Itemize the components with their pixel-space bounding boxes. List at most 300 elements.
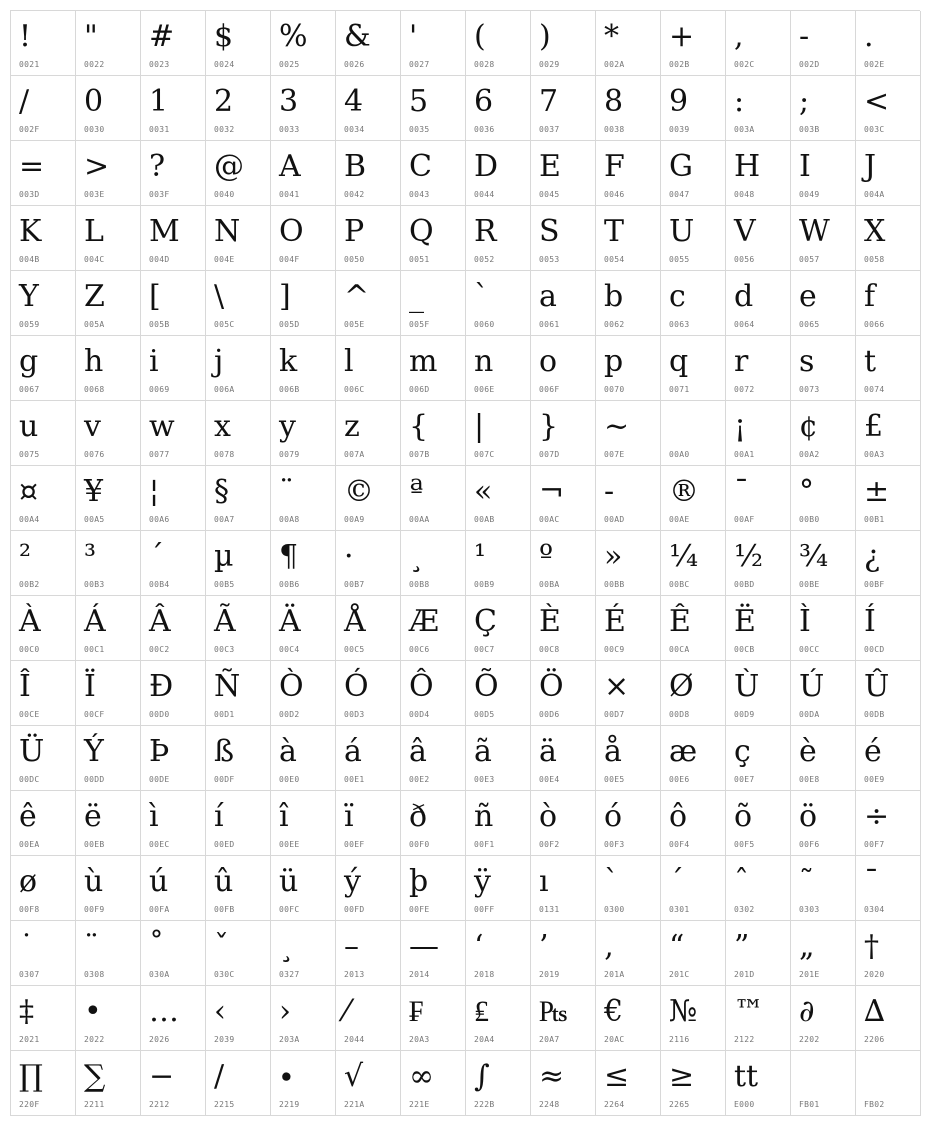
glyph-char: ’ <box>539 929 549 964</box>
glyph-codepoint: 00E9 <box>864 775 885 784</box>
glyph-char: ₤ <box>474 994 489 1029</box>
glyph-codepoint: 004D <box>149 255 170 264</box>
glyph-codepoint: 0054 <box>604 255 625 264</box>
glyph-codepoint: 00B7 <box>344 580 365 589</box>
glyph-char: + <box>669 19 695 54</box>
glyph-cell <box>726 856 791 921</box>
glyph-codepoint: 00EB <box>84 840 105 849</box>
glyph-cell <box>11 596 76 661</box>
glyph-cell <box>726 726 791 791</box>
glyph-char: ç <box>734 734 751 769</box>
glyph-cell <box>726 466 791 531</box>
glyph-cell <box>466 206 531 271</box>
glyph-char: í <box>214 799 224 834</box>
glyph-cell <box>791 401 856 466</box>
glyph-codepoint: 00F2 <box>539 840 560 849</box>
glyph-cell <box>206 401 271 466</box>
glyph-char: I <box>799 149 811 184</box>
glyph-cell <box>856 531 921 596</box>
glyph-char: X <box>864 214 886 249</box>
glyph-cell <box>661 466 726 531</box>
glyph-char: Ë <box>734 604 756 639</box>
glyph-cell <box>271 856 336 921</box>
glyph-codepoint: 00E6 <box>669 775 690 784</box>
glyph-char: ® <box>669 474 699 509</box>
glyph-codepoint: 00D2 <box>279 710 300 719</box>
glyph-char: ∏ <box>19 1059 43 1094</box>
glyph-codepoint: 0040 <box>214 190 235 199</box>
glyph-codepoint: 00E5 <box>604 775 625 784</box>
glyph-cell <box>336 11 401 76</box>
glyph-cell <box>76 986 141 1051</box>
glyph-cell <box>596 271 661 336</box>
glyph-codepoint: 0038 <box>604 125 625 134</box>
glyph-char: Ä <box>279 604 301 639</box>
glyph-cell <box>726 661 791 726</box>
glyph-cell <box>336 271 401 336</box>
glyph-char: f <box>864 279 876 314</box>
glyph-cell <box>531 141 596 206</box>
glyph-char: Ô <box>409 669 434 704</box>
glyph-codepoint: 201D <box>734 970 755 979</box>
glyph-codepoint: 00B1 <box>864 515 885 524</box>
glyph-cell <box>336 76 401 141</box>
glyph-codepoint: 006F <box>539 385 560 394</box>
glyph-cell <box>11 921 76 986</box>
glyph-cell <box>596 76 661 141</box>
glyph-cell <box>271 661 336 726</box>
glyph-cell <box>401 921 466 986</box>
glyph-codepoint: 00AC <box>539 515 560 524</box>
glyph-cell <box>531 271 596 336</box>
glyph-char: L <box>84 214 104 249</box>
glyph-cell <box>661 1051 726 1116</box>
glyph-codepoint: 0036 <box>474 125 495 134</box>
glyph-cell <box>206 206 271 271</box>
glyph-char: à <box>279 734 297 769</box>
glyph-cell <box>531 336 596 401</box>
glyph-codepoint: 00EC <box>149 840 170 849</box>
glyph-cell <box>271 141 336 206</box>
glyph-codepoint: 00A8 <box>279 515 300 524</box>
glyph-char: ∫ <box>474 1059 490 1094</box>
glyph-codepoint: 004F <box>279 255 300 264</box>
glyph-char: \ <box>214 279 225 314</box>
glyph-char: ã <box>474 734 492 769</box>
glyph-char: e <box>799 279 817 314</box>
glyph-cell <box>856 791 921 856</box>
glyph-cell <box>401 596 466 661</box>
glyph-char: ò <box>539 799 558 834</box>
glyph-char: ä <box>539 734 557 769</box>
glyph-cell <box>791 1051 856 1116</box>
glyph-char: ; <box>799 84 810 119</box>
glyph-char: é <box>864 734 882 769</box>
glyph-char: „ <box>799 929 815 964</box>
glyph-char: s <box>799 344 815 379</box>
glyph-codepoint: 002E <box>864 60 885 69</box>
glyph-cell <box>271 791 336 856</box>
glyph-char: ) <box>539 19 551 54</box>
glyph-char: : <box>734 84 745 119</box>
glyph-codepoint: 0056 <box>734 255 755 264</box>
glyph-char: ‡ <box>19 994 34 1029</box>
glyph-cell <box>856 336 921 401</box>
glyph-codepoint: 00E0 <box>279 775 300 784</box>
glyph-cell <box>596 726 661 791</box>
glyph-char: Å <box>344 604 366 639</box>
glyph-codepoint: 2212 <box>149 1100 170 1109</box>
glyph-char: Ó <box>344 669 369 704</box>
glyph-codepoint: 00F5 <box>734 840 755 849</box>
glyph-char: ö <box>799 799 818 834</box>
glyph-cell <box>531 1051 596 1116</box>
glyph-char: – <box>344 929 359 964</box>
glyph-char: y <box>279 409 296 444</box>
glyph-cell <box>76 856 141 921</box>
glyph-cell <box>11 466 76 531</box>
glyph-codepoint: 00D6 <box>539 710 560 719</box>
glyph-char: … <box>149 994 179 1029</box>
glyph-cell <box>791 856 856 921</box>
glyph-char: ¦ <box>149 474 160 509</box>
glyph-codepoint: 2022 <box>84 1035 105 1044</box>
glyph-codepoint: 00C4 <box>279 645 300 654</box>
glyph-char: ¡ <box>734 409 747 444</box>
glyph-codepoint: 002D <box>799 60 820 69</box>
glyph-char: × <box>604 669 630 704</box>
glyph-char: ı <box>539 864 549 899</box>
glyph-cell <box>466 856 531 921</box>
glyph-codepoint: 00CD <box>864 645 885 654</box>
glyph-cell <box>466 141 531 206</box>
glyph-codepoint: 00C9 <box>604 645 625 654</box>
glyph-char: [ <box>149 279 161 314</box>
glyph-cell <box>661 921 726 986</box>
glyph-codepoint: 0033 <box>279 125 300 134</box>
glyph-codepoint: 0048 <box>734 190 755 199</box>
glyph-codepoint: 0043 <box>409 190 430 199</box>
glyph-codepoint: 00FA <box>149 905 170 914</box>
glyph-codepoint: 0058 <box>864 255 885 264</box>
glyph-codepoint: 0050 <box>344 255 365 264</box>
glyph-char: ‚ <box>604 929 614 964</box>
glyph-char: < <box>864 84 890 119</box>
glyph-cell <box>11 336 76 401</box>
glyph-cell <box>76 271 141 336</box>
glyph-cell <box>76 726 141 791</box>
glyph-cell <box>76 11 141 76</box>
glyph-cell <box>791 11 856 76</box>
glyph-codepoint: 003A <box>734 125 755 134</box>
glyph-char: g <box>19 344 39 379</box>
glyph-codepoint: 00BA <box>539 580 560 589</box>
glyph-cell <box>76 466 141 531</box>
glyph-cell <box>791 986 856 1051</box>
glyph-codepoint: 0046 <box>604 190 625 199</box>
glyph-codepoint: 00DA <box>799 710 820 719</box>
glyph-codepoint: 00B4 <box>149 580 170 589</box>
glyph-cell <box>856 921 921 986</box>
glyph-codepoint: 004E <box>214 255 235 264</box>
glyph-codepoint: 2122 <box>734 1035 755 1044</box>
glyph-codepoint: 220F <box>19 1100 40 1109</box>
glyph-codepoint: 00DE <box>149 775 170 784</box>
glyph-char: Õ <box>474 669 499 704</box>
glyph-cell <box>401 336 466 401</box>
glyph-cell <box>401 856 466 921</box>
glyph-char: Ð <box>149 669 174 704</box>
glyph-cell <box>791 596 856 661</box>
glyph-cell <box>661 11 726 76</box>
glyph-codepoint: 0069 <box>149 385 170 394</box>
glyph-cell <box>531 596 596 661</box>
glyph-cell <box>336 401 401 466</box>
glyph-codepoint: 00F8 <box>19 905 40 914</box>
glyph-char: © <box>344 474 374 509</box>
glyph-char: ⁄ <box>344 994 350 1029</box>
glyph-char: } <box>539 409 559 444</box>
glyph-cell <box>726 401 791 466</box>
glyph-cell <box>401 986 466 1051</box>
glyph-char: Â <box>149 604 171 639</box>
glyph-char: Í <box>864 604 876 639</box>
glyph-codepoint: 00D4 <box>409 710 430 719</box>
glyph-codepoint: 2202 <box>799 1035 820 1044</box>
glyph-codepoint: 00E3 <box>474 775 495 784</box>
glyph-cell <box>791 921 856 986</box>
glyph-codepoint: 003D <box>19 190 40 199</box>
glyph-cell <box>271 336 336 401</box>
glyph-char: Q <box>409 214 434 249</box>
glyph-char: Ý <box>84 734 104 769</box>
glyph-cell <box>531 76 596 141</box>
glyph-char: ” <box>734 929 750 964</box>
glyph-codepoint: 0041 <box>279 190 300 199</box>
glyph-char: £ <box>864 409 884 444</box>
glyph-codepoint: 004B <box>19 255 40 264</box>
glyph-cell <box>141 336 206 401</box>
glyph-char: % <box>279 19 308 54</box>
glyph-char: ± <box>864 474 890 509</box>
glyph-char: $ <box>214 19 234 54</box>
glyph-cell <box>401 76 466 141</box>
glyph-codepoint: 003C <box>864 125 885 134</box>
glyph-codepoint: 005F <box>409 320 430 329</box>
glyph-codepoint: 00D7 <box>604 710 625 719</box>
glyph-char: ¤ <box>19 474 39 509</box>
glyph-char: ! <box>19 19 32 54</box>
glyph-char: ÿ <box>474 864 491 899</box>
glyph-codepoint: 00AE <box>669 515 690 524</box>
glyph-char: U <box>669 214 695 249</box>
glyph-codepoint: 0079 <box>279 450 300 459</box>
glyph-char: ¨ <box>84 929 99 964</box>
glyph-codepoint: 0308 <box>84 970 105 979</box>
glyph-cell <box>726 336 791 401</box>
glyph-cell <box>726 141 791 206</box>
glyph-cell <box>726 11 791 76</box>
glyph-codepoint: 20A4 <box>474 1035 495 1044</box>
glyph-char: ´ <box>149 539 164 574</box>
glyph-codepoint: 0064 <box>734 320 755 329</box>
glyph-char: º <box>539 539 554 574</box>
glyph-cell <box>76 661 141 726</box>
glyph-cell <box>791 271 856 336</box>
glyph-cell <box>466 336 531 401</box>
glyph-char: * <box>604 19 619 54</box>
glyph-cell <box>141 271 206 336</box>
glyph-codepoint: 0307 <box>19 970 40 979</box>
glyph-codepoint: 0327 <box>279 970 300 979</box>
glyph-codepoint: 0301 <box>669 905 690 914</box>
glyph-cell <box>271 596 336 661</box>
glyph-char: ¬ <box>539 474 565 509</box>
glyph-char: ² <box>19 539 32 574</box>
glyph-char: ì <box>149 799 159 834</box>
glyph-cell <box>596 336 661 401</box>
glyph-char: Î <box>19 669 31 704</box>
glyph-cell <box>531 401 596 466</box>
glyph-char: tt <box>734 1059 759 1094</box>
glyph-char: û <box>214 864 234 899</box>
glyph-cell <box>336 596 401 661</box>
glyph-cell <box>336 921 401 986</box>
glyph-codepoint: 00E1 <box>344 775 365 784</box>
glyph-grid <box>10 10 920 1116</box>
glyph-char: ' <box>409 19 418 54</box>
glyph-codepoint: 2206 <box>864 1035 885 1044</box>
glyph-cell <box>596 206 661 271</box>
glyph-cell <box>206 726 271 791</box>
glyph-char: À <box>19 604 41 639</box>
glyph-char: á <box>344 734 362 769</box>
glyph-codepoint: 00EA <box>19 840 40 849</box>
glyph-codepoint: 00A5 <box>84 515 105 524</box>
glyph-cell <box>856 596 921 661</box>
glyph-codepoint: 002F <box>19 125 40 134</box>
glyph-cell <box>466 76 531 141</box>
glyph-codepoint: 2044 <box>344 1035 365 1044</box>
glyph-codepoint: 0024 <box>214 60 235 69</box>
glyph-cell <box>336 791 401 856</box>
glyph-cell <box>141 791 206 856</box>
glyph-char: R <box>474 214 497 249</box>
glyph-cell <box>11 726 76 791</box>
glyph-codepoint: 00C3 <box>214 645 235 654</box>
glyph-char: ¾ <box>799 539 829 574</box>
glyph-cell <box>206 141 271 206</box>
glyph-char: & <box>344 19 371 54</box>
glyph-cell <box>401 466 466 531</box>
glyph-cell <box>11 856 76 921</box>
glyph-cell <box>661 986 726 1051</box>
glyph-char: D <box>474 149 499 184</box>
glyph-char: ¥ <box>84 474 104 509</box>
glyph-codepoint: 201E <box>799 970 820 979</box>
glyph-cell <box>856 856 921 921</box>
glyph-cell <box>466 596 531 661</box>
glyph-char: õ <box>734 799 753 834</box>
glyph-codepoint: 20AC <box>604 1035 625 1044</box>
glyph-codepoint: 221A <box>344 1100 365 1109</box>
glyph-cell <box>531 986 596 1051</box>
glyph-cell <box>336 1051 401 1116</box>
glyph-cell <box>531 921 596 986</box>
glyph-char: ¨ <box>279 474 294 509</box>
glyph-char: Ç <box>474 604 497 639</box>
glyph-codepoint: 00FC <box>279 905 300 914</box>
glyph-char: l <box>344 344 354 379</box>
glyph-cell <box>661 206 726 271</box>
glyph-char: þ <box>409 864 429 899</box>
glyph-codepoint: 005E <box>344 320 365 329</box>
glyph-char: # <box>149 19 175 54</box>
glyph-char: 2 <box>214 84 234 119</box>
glyph-char: √ <box>344 1059 364 1094</box>
glyph-char: G <box>669 149 693 184</box>
glyph-char: 5 <box>409 84 429 119</box>
glyph-char: ∂ <box>799 994 815 1029</box>
glyph-cell <box>726 921 791 986</box>
glyph-char: È <box>539 604 561 639</box>
glyph-char: ˙ <box>19 929 34 964</box>
glyph-codepoint: 00CC <box>799 645 820 654</box>
glyph-cell <box>466 401 531 466</box>
glyph-codepoint: 00A1 <box>734 450 755 459</box>
glyph-codepoint: 0071 <box>669 385 690 394</box>
glyph-cell <box>76 596 141 661</box>
glyph-char: № <box>669 994 698 1029</box>
glyph-cell <box>76 76 141 141</box>
glyph-cell <box>466 986 531 1051</box>
glyph-codepoint: 003B <box>799 125 820 134</box>
glyph-cell <box>661 141 726 206</box>
glyph-cell <box>271 1051 336 1116</box>
glyph-cell <box>11 271 76 336</box>
glyph-char: î <box>279 799 289 834</box>
glyph-char: V <box>734 214 756 249</box>
glyph-char: Ú <box>799 669 825 704</box>
glyph-char: ê <box>19 799 37 834</box>
glyph-cell <box>206 11 271 76</box>
glyph-cell <box>661 726 726 791</box>
glyph-cell <box>336 726 401 791</box>
glyph-cell <box>596 661 661 726</box>
glyph-cell <box>726 791 791 856</box>
glyph-codepoint: 00A4 <box>19 515 40 524</box>
glyph-codepoint: 00B5 <box>214 580 235 589</box>
glyph-codepoint: 00F1 <box>474 840 495 849</box>
glyph-codepoint: 2219 <box>279 1100 300 1109</box>
glyph-codepoint: 007D <box>539 450 560 459</box>
glyph-codepoint: 2248 <box>539 1100 560 1109</box>
glyph-codepoint: 00F7 <box>864 840 885 849</box>
glyph-cell <box>726 1051 791 1116</box>
glyph-char: ∑ <box>84 1059 106 1094</box>
glyph-cell <box>466 661 531 726</box>
glyph-char: t <box>864 344 877 379</box>
glyph-char: ø <box>19 864 38 899</box>
glyph-char: 3 <box>279 84 299 119</box>
glyph-char: ª <box>409 474 424 509</box>
glyph-cell <box>791 466 856 531</box>
glyph-codepoint: 0031 <box>149 125 170 134</box>
glyph-cell <box>466 531 531 596</box>
glyph-codepoint: 0026 <box>344 60 365 69</box>
glyph-char: C <box>409 149 432 184</box>
glyph-char: ¹ <box>474 539 487 574</box>
